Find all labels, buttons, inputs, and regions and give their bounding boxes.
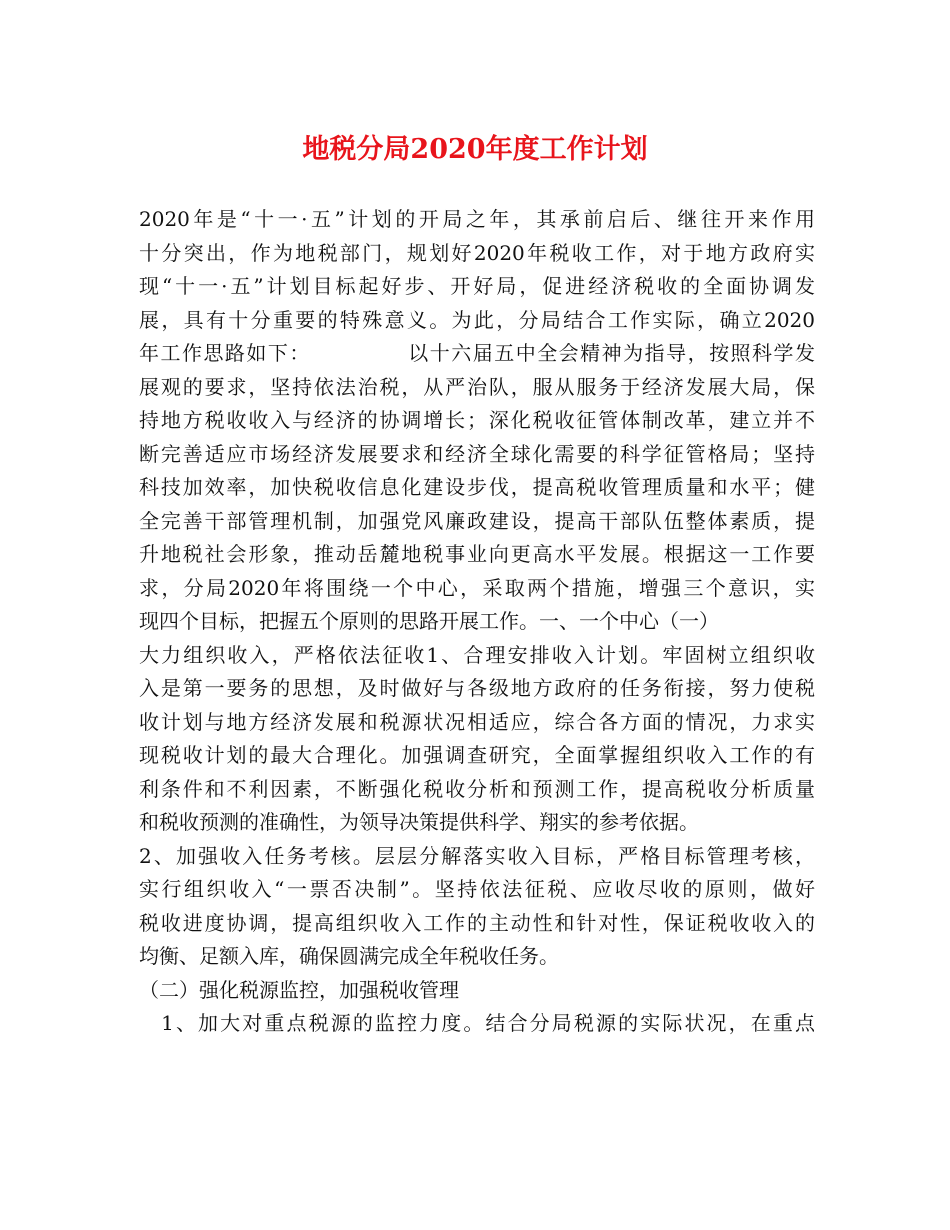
body-text-line: 和税收预测的准确性，为领导决策提供科学、翔实的参考依据。 bbox=[139, 810, 699, 834]
body-text-line: 全完善干部管理机制，加强党风廉政建设，提高干部队伍整体素质，提 bbox=[139, 508, 815, 533]
body-text-line: 2020年是“十一·五”计划的开局之年，其承前启后、继往开来作用 bbox=[139, 207, 815, 231]
body-text-line: 科技加效率，加快税收信息化建设步伐，提高税收管理质量和水平；健 bbox=[139, 475, 815, 499]
body-text-line: 入是第一要务的思想，及时做好与各级地方政府的任务衔接，努力使税 bbox=[139, 676, 815, 700]
body-text-line: 升地税社会形象，推动岳麓地税事业向更高水平发展。根据这一工作要 bbox=[139, 542, 815, 566]
body-text-line: 大力组织收入，严格依法征收1、合理安排收入计划。牢固树立组织收 bbox=[139, 642, 815, 667]
body-text-line: 现税收计划的最大合理化。加强调查研究，全面掌握组织收入工作的有 bbox=[139, 743, 815, 767]
body-text-line: 展观的要求，坚持依法治税，从严治队，服从服务于经济发展大局，保 bbox=[139, 374, 815, 399]
body-text-line: 均衡、足额入库，确保圆满完成全年税收任务。 bbox=[139, 944, 559, 968]
body-text-line: 1、加大对重点税源的监控力度。结合分局税源的实际状况，在重点 bbox=[139, 1011, 815, 1035]
body-text-line: 实行组织收入“一票否决制”。坚持依法征税、应收尽收的原则，做好 bbox=[139, 877, 815, 901]
body-text-line: 十分突出，作为地税部门，规划好2020年税收工作，对于地方政府实 bbox=[139, 240, 815, 265]
body-text-line: （二）强化税源监控，加强税收管理 bbox=[139, 977, 459, 1002]
body-text-line: 求，分局2020年将围绕一个中心，采取两个措施，增强三个意识，实 bbox=[139, 575, 815, 600]
document-body bbox=[139, 203, 815, 1041]
body-text-line: 展，具有十分重要的特殊意义。为此，分局结合工作实际，确立2020 bbox=[139, 307, 815, 332]
document-title: 地税分局2020年度工作计划 bbox=[302, 134, 648, 165]
body-text-line: 利条件和不利因素，不断强化税收分析和预测工作，提高税收分析质量 bbox=[139, 776, 815, 801]
body-text-line: 断完善适应市场经济发展要求和经济全球化需要的科学征管格局；坚持 bbox=[139, 441, 815, 466]
body-text-line: 收计划与地方经济发展和税源状况相适应，综合各方面的情况，力求实 bbox=[139, 709, 815, 734]
body-text-line: 持地方税收收入与经济的协调增长；深化税收征管体制改革，建立并不 bbox=[139, 408, 815, 432]
body-text-line: 2、加强收入任务考核。层层分解落实收入目标，严格目标管理考核， bbox=[139, 843, 815, 868]
body-text-line: 税收进度协调，提高组织收入工作的主动性和针对性，保证税收收入的 bbox=[139, 910, 815, 935]
body-text-line: 现“十一·五”计划目标起好步、开好局，促进经济税收的全面协调发 bbox=[139, 274, 815, 298]
body-text-line: 年工作思路如下： 以十六届五中全会精神为指导，按照科学发 bbox=[139, 341, 815, 365]
body-text-line: 现四个目标，把握五个原则的思路开展工作。一、一个中心（一） bbox=[139, 609, 719, 633]
